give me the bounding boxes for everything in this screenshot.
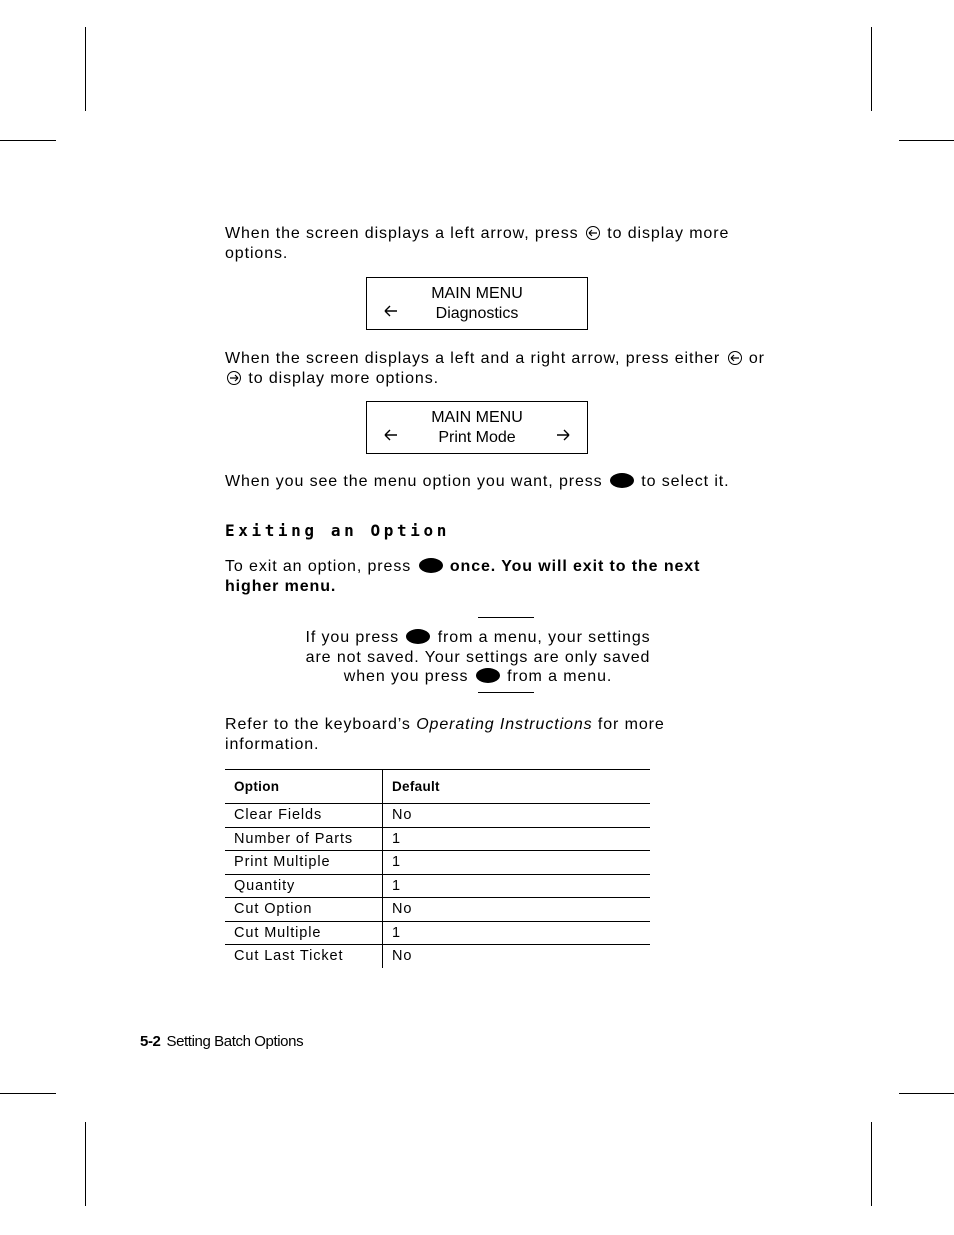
table-row	[225, 851, 650, 875]
select-paragraph	[225, 472, 785, 492]
option-cell: Cut Last Ticket	[225, 945, 383, 968]
lcd-title: MAIN MENU	[431, 285, 523, 302]
crop-mark	[899, 140, 954, 141]
para-text: When the screen displays a left arrow, press	[225, 225, 579, 242]
page-number: 5-2	[140, 1033, 161, 1050]
default-cell: No	[383, 804, 651, 828]
crop-mark	[0, 140, 56, 141]
table-row	[225, 827, 650, 851]
para-text: To exit an option, press	[225, 558, 412, 575]
section-heading: Exiting an Option	[225, 521, 450, 540]
column-header-default: Default	[383, 770, 651, 804]
black-oval-key-icon	[610, 473, 634, 488]
table-row	[225, 921, 650, 945]
circled-left-arrow-icon	[586, 226, 600, 240]
default-cell: No	[392, 948, 413, 965]
table-row	[225, 874, 650, 898]
right-arrow-icon	[556, 428, 570, 448]
default-cell: 1	[383, 827, 651, 851]
default-cell: 1	[383, 921, 651, 945]
crop-mark	[899, 1093, 954, 1094]
option-cell: Number of Parts	[225, 827, 383, 851]
circled-right-arrow-icon	[227, 371, 241, 385]
refer-paragraph	[225, 715, 705, 754]
option-cell: Cut Option	[225, 898, 383, 922]
black-oval-key-icon	[406, 629, 430, 644]
option-cell: Clear Fields	[225, 804, 383, 828]
note-text: from a menu.	[507, 668, 613, 685]
table-row	[225, 804, 650, 828]
column-header-option: Option	[225, 770, 383, 804]
note-box	[290, 628, 666, 687]
lcd-option: Diagnostics	[435, 305, 519, 322]
lcd-title: MAIN MENU	[431, 409, 523, 426]
para-text: for more information.	[225, 716, 665, 753]
para-text: to select it.	[641, 473, 730, 490]
default-cell: 1	[383, 851, 651, 875]
para-text: When you see the menu option you want, press	[225, 473, 603, 490]
note-rule-bottom	[478, 692, 534, 693]
option-cell: Quantity	[225, 874, 383, 898]
para-text: to display more options.	[248, 369, 439, 387]
para-text: When the screen displays a left and a right arrow, press either	[225, 350, 721, 367]
default-cell: 1	[383, 874, 651, 898]
left-arrow-paragraph	[225, 224, 785, 263]
option-cell: Print Multiple	[225, 851, 383, 875]
lcd-option: Print Mode	[438, 429, 516, 446]
black-oval-key-icon	[419, 558, 443, 573]
para-text: to display more options.	[225, 225, 730, 262]
note-text: If you press	[305, 629, 399, 646]
crop-mark	[871, 27, 872, 111]
lcd-display-print-mode	[366, 401, 588, 454]
default-cell: No	[383, 898, 651, 922]
lcd-display-diagnostics	[366, 277, 588, 330]
crop-mark	[85, 27, 86, 111]
table-row	[225, 945, 650, 968]
circled-left-arrow-icon	[728, 351, 742, 365]
crop-mark	[0, 1093, 56, 1094]
note-rule-top	[478, 617, 534, 618]
para-bold-text: once. You will exit to the next higher menu.	[225, 558, 701, 595]
black-oval-key-icon	[476, 668, 500, 683]
para-text: or	[748, 350, 765, 367]
para-text: Refer to the keyboard’s	[225, 716, 411, 733]
left-right-arrow-paragraph	[225, 349, 785, 388]
table-row	[225, 898, 650, 922]
footer-section-title: Setting Batch Options	[166, 1033, 304, 1050]
crop-mark	[85, 1122, 86, 1206]
table-header-row	[225, 770, 650, 804]
option-cell: Cut Multiple	[225, 921, 383, 945]
exit-paragraph	[225, 557, 745, 596]
crop-mark	[871, 1122, 872, 1206]
page-footer	[140, 1033, 303, 1050]
options-table	[225, 769, 650, 968]
para-italic-text: Operating Instructions	[416, 716, 593, 733]
note-text: from a menu, your settings are not saved. Your settings are only saved when you press	[305, 629, 651, 685]
